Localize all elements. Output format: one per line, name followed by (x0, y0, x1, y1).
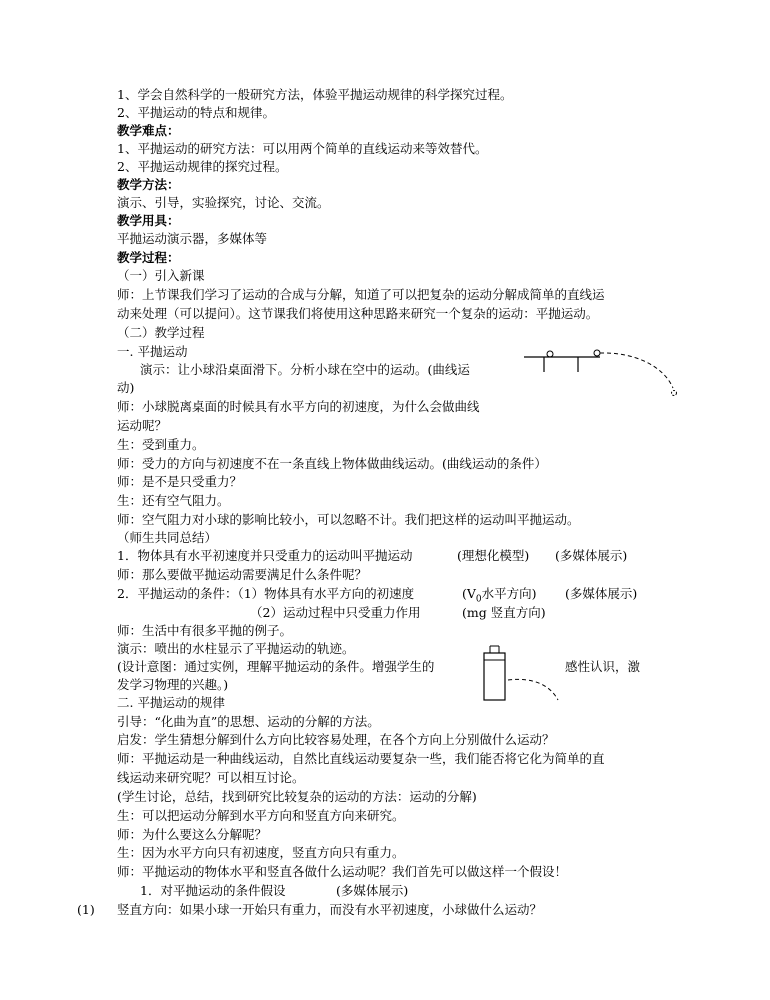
item-number: (1) (77, 902, 95, 917)
paragraph-line: 师：小球脱离桌面的时候具有水平方向的初速度，为什么会做曲线 (117, 399, 480, 414)
heading-method: 教学方法： (117, 177, 180, 192)
subheading-projectile: 一. 平抛运动 (117, 344, 188, 359)
paragraph-line: 生：还有空气阻力。 (117, 493, 230, 508)
ball-start (547, 351, 553, 357)
definition-text: 1．物体具有水平初速度并只受重力的运动叫平抛运动 (117, 548, 413, 563)
condition-text-2: （2）运动过程中只受重力作用 (250, 605, 421, 620)
v0-suffix: 水平方向) (481, 586, 537, 601)
paragraph-line: 生：可以把运动分解到水平方向和竖直方向来研究。 (117, 808, 405, 823)
goal-line-2: 2、平抛运动的特点和规律。 (117, 105, 275, 120)
tools-line: 平抛运动演示器，多媒体等 (117, 231, 268, 246)
subheading-rules: 二. 平抛运动的规律 (117, 695, 225, 710)
vertical-direction-text: 竖直方向：如果小球一开始只有重力，而没有水平初速度，小球做什么运动？ (117, 902, 543, 917)
difficulty-line-2: 2、平抛运动规律的探究过程。 (117, 159, 288, 174)
section-intro: （一）引入新课 (117, 268, 205, 283)
paragraph-line: 师：受力的方向与初速度不在一条直线上物体做曲线运动。(曲线运动的条件） (117, 456, 547, 471)
multimedia-note: (多媒体展示) (565, 586, 638, 601)
vertical-direction-line (77, 901, 543, 919)
design-intent-text: (设计意图：通过实例，理解平抛运动的条件。增强学生的 (117, 659, 435, 674)
paragraph-line: 启发：学生猜想分解到什么方向比较容易处理，在各个方向上分别做什么运动？ (117, 732, 555, 747)
paragraph-line: （师生共同总结） (117, 530, 218, 545)
table-trajectory-figure (518, 340, 688, 405)
paragraph-line: 发学习物理的兴趣。) (117, 677, 229, 692)
paragraph-line: 师：为什么要这么分解呢？ (117, 827, 268, 842)
heading-tools: 教学用具： (117, 213, 180, 228)
paragraph-line: 师：空气阻力对小球的影响比较小，可以忽略不计。我们把这样的运动叫平抛运动。 (117, 512, 580, 527)
ball-landing (672, 391, 677, 396)
heading-difficulty: 教学难点： (117, 123, 180, 138)
condition-line-1 (117, 585, 638, 605)
paragraph-line: 师：上节课我们学习了运动的合成与分解，知道了可以把复杂的运动分解成简单的直线运 (117, 287, 605, 302)
paragraph-line: 演示：让小球沿桌面滑下。分析小球在空中的运动。(曲线运 (140, 362, 470, 377)
mg-note: (mg 竖直方向) (462, 605, 546, 620)
paragraph-line: 生：受到重力。 (117, 437, 205, 452)
definition-line (117, 547, 628, 565)
multimedia-note: (多媒体展示) (336, 883, 409, 898)
paragraph-line: 师：平抛运动是一种曲线运动，自然比直线运动要复杂一些，我们能否将它化为简单的直 (117, 751, 605, 766)
design-intent-line (117, 658, 641, 676)
condition-text-1: 2．平抛运动的条件：（1）物体具有水平方向的初速度 (117, 586, 415, 601)
water-column-figure (478, 640, 568, 702)
paragraph-line: 师：那么要做平抛运动需要满足什么条件呢？ (117, 567, 368, 582)
trajectory-dashed (600, 353, 673, 388)
paragraph-line: (学生讨论，总结，找到研究比较复杂的运动的方法：运动的分解) (117, 789, 477, 804)
goal-line-1: 1、学会自然科学的一般研究方法，体验平抛运动规律的科学探究过程。 (117, 87, 513, 102)
water-arc-dashed (508, 679, 558, 700)
paragraph-line: 生：因为水平方向只有初速度，竖直方向只有重力。 (117, 845, 405, 860)
paragraph-line: 运动呢？ (117, 418, 168, 433)
paragraph-line: 师：平抛运动的物体水平和竖直各做什么运动呢？我们首先可以做这样一个假设！ (117, 864, 568, 879)
ball-edge (594, 350, 600, 356)
paragraph-line: 师：是不是只受重力？ (117, 474, 243, 489)
section-process: （二）教学过程 (117, 325, 205, 340)
paragraph-line: 师：生活中有很多平抛的例子。 (117, 623, 293, 638)
hypothesis-line (140, 882, 409, 900)
paragraph-line: 动来处理（可以提问）。这节课我们将使用这种思路来研究一个复杂的运动：平抛运动。 (117, 306, 599, 321)
method-line: 演示、引导，实验探究，讨论、交流。 (117, 195, 330, 210)
design-intent-cont: 感性认识，激 (565, 659, 641, 674)
paragraph-line: 线运动来研究呢？可以相互讨论。 (117, 770, 305, 785)
paragraph-line: 引导：“化曲为直”的思想、运动的分解的方法。 (117, 714, 380, 729)
multimedia-note: (多媒体展示) (555, 548, 628, 563)
v0-subscript: 0 (475, 594, 482, 605)
v0-prefix: (V (462, 586, 476, 601)
heading-process: 教学过程： (117, 250, 180, 265)
ideal-model-note: (理想化模型) (457, 548, 530, 563)
paragraph-line: 演示：喷出的水柱显示了平抛运动的轨迹。 (117, 641, 355, 656)
paragraph-line: 动) (117, 380, 135, 395)
difficulty-line-1: 1、平抛运动的研究方法：可以用两个简单的直线运动来等效替代。 (117, 141, 488, 156)
condition-line-2 (250, 604, 546, 622)
hypothesis-text: 1．对平抛运动的条件假设 (140, 883, 286, 898)
